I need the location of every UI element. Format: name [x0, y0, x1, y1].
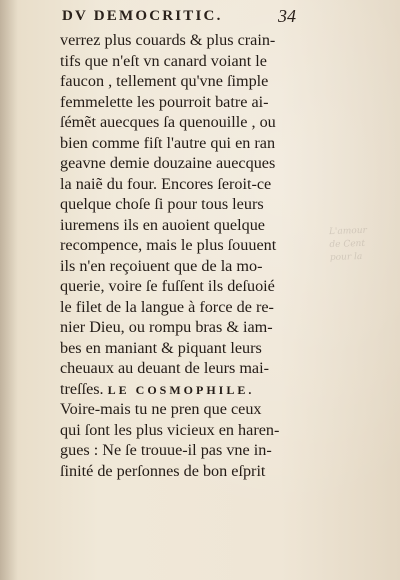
- speaker-line: [60, 379, 322, 400]
- text-line: ſémẽt auecques ſa quenouille , ou: [60, 113, 276, 131]
- text-line: nier Dieu, ou rompu bras & iam-: [60, 318, 273, 336]
- text-line: femmelette les pourroit batre ai-: [60, 92, 269, 111]
- bleed-line: de Cent: [329, 238, 366, 251]
- text-line: iuremens ils en auoient quelque: [60, 215, 265, 234]
- text-line: gues : Ne ſe trouue-il pas vne in-: [60, 441, 272, 459]
- text-line: recompence, mais le plus ſouuent: [60, 236, 277, 254]
- text-line: Voire-mais tu ne pren que ceux: [60, 400, 262, 418]
- bleed-line: L'amour: [328, 225, 368, 238]
- page-number: 34: [278, 6, 296, 26]
- text-line: ſinité de perſonnes de bon eſprit: [60, 461, 266, 480]
- text-line: ils n'en reçoiuent que de la mo-: [60, 256, 263, 275]
- text-line: bien comme fiſt l'autre qui en ran: [60, 133, 276, 152]
- text-line: bes en maniant & piquant leurs: [60, 338, 262, 357]
- text-fragment: treſſes.: [60, 379, 104, 398]
- text-line: la naiẽ du four. Encores ſeroit-ce: [60, 174, 272, 193]
- bleed-through-text: [329, 224, 391, 296]
- speaker-name: LE COSMOPHILE.: [107, 382, 255, 397]
- text-line: querie, voire ſe fuſſent ils deſuoié: [60, 277, 275, 295]
- text-line: faucon , tellement qu'vne ſimple: [60, 72, 269, 90]
- text-line: tifs que n'eſt vn canard voiant le: [60, 51, 267, 70]
- text-line: le filet de la langue à force de re-: [60, 297, 274, 316]
- body-text: [60, 30, 322, 481]
- text-line: qui ſont les plus vicieux en haren-: [60, 420, 280, 439]
- text-line: geavne demie douzaine auecques: [60, 154, 276, 172]
- gutter-shadow: [0, 0, 18, 580]
- running-title: DV DEMOCRITIC.: [62, 8, 223, 24]
- bleed-line: pour la: [329, 251, 363, 264]
- text-line: cheuaux au deuant de leurs mai-: [60, 359, 269, 377]
- text-line: quelque choſe ſi pour tous leurs: [60, 195, 264, 213]
- page-header: [62, 6, 296, 28]
- text-line: verrez plus couards & plus crain-: [60, 31, 276, 49]
